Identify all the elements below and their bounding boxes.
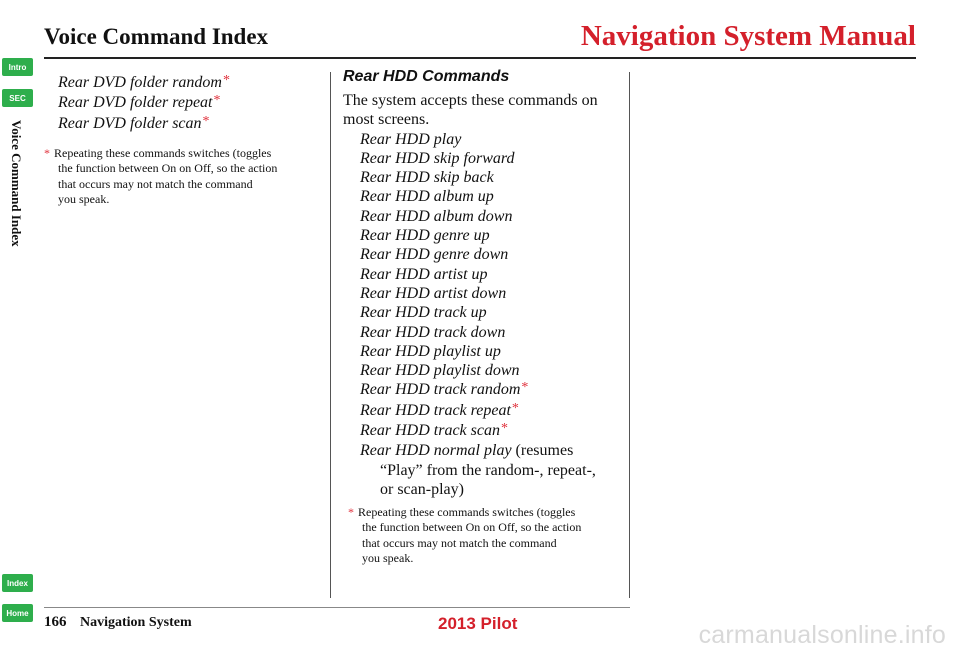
footnote-line: you speak. bbox=[58, 191, 110, 206]
command-item[interactable] bbox=[360, 130, 598, 149]
index-button[interactable]: Index bbox=[2, 574, 33, 592]
asterisk-icon: * bbox=[222, 73, 230, 88]
intro-line: The system accepts these commands on bbox=[343, 92, 598, 109]
command-item[interactable] bbox=[58, 93, 230, 113]
section-intro bbox=[343, 91, 598, 130]
command-item[interactable] bbox=[360, 207, 598, 226]
asterisk-icon: * bbox=[521, 380, 529, 396]
manual-title: Navigation System Manual bbox=[580, 20, 916, 52]
asterisk-icon: * bbox=[500, 421, 508, 437]
command-item[interactable] bbox=[58, 73, 230, 93]
footnote-line: the function between On on Off, so the action bbox=[58, 161, 278, 176]
page-header-title: Voice Command Index bbox=[44, 24, 269, 49]
command-note: or scan-play) bbox=[380, 480, 464, 498]
command-text: Rear HDD album up bbox=[360, 188, 494, 206]
footnote-asterisk-icon: * bbox=[44, 146, 50, 160]
sec-button[interactable]: SEC bbox=[2, 89, 33, 107]
command-item[interactable] bbox=[360, 226, 598, 245]
footnote-line: that occurs may not match the command bbox=[58, 176, 253, 191]
command-text: Rear HDD artist up bbox=[360, 265, 488, 283]
header-divider bbox=[44, 57, 916, 59]
model-tag: 2013 Pilot bbox=[438, 614, 518, 633]
command-item[interactable] bbox=[360, 187, 598, 206]
command-text: Rear HDD playlist up bbox=[360, 342, 501, 360]
footer-label: Navigation System bbox=[80, 615, 192, 630]
command-item[interactable] bbox=[360, 265, 598, 284]
column-divider-right bbox=[629, 72, 630, 598]
asterisk-icon: * bbox=[511, 400, 519, 416]
command-text: Rear HDD genre down bbox=[360, 246, 509, 264]
command-item[interactable] bbox=[360, 168, 598, 187]
command-text: Rear DVD folder scan bbox=[58, 114, 202, 132]
command-text: Rear HDD normal play bbox=[360, 442, 512, 460]
command-text: Rear HDD genre up bbox=[360, 227, 490, 245]
command-text: Rear DVD folder repeat bbox=[58, 94, 213, 112]
command-text: Rear HDD playlist down bbox=[360, 362, 520, 380]
home-button[interactable]: Home bbox=[2, 604, 33, 622]
command-text: Rear HDD track repeat bbox=[360, 401, 511, 419]
command-item[interactable] bbox=[58, 114, 230, 134]
command-text: Rear HDD skip forward bbox=[360, 149, 515, 167]
command-item[interactable] bbox=[360, 380, 598, 400]
command-item[interactable] bbox=[360, 361, 598, 380]
footer-divider bbox=[44, 607, 630, 608]
command-text: Rear HDD track down bbox=[360, 323, 506, 341]
command-item[interactable] bbox=[360, 421, 598, 441]
asterisk-icon: * bbox=[202, 113, 210, 129]
left-footnote bbox=[44, 146, 277, 207]
intro-button[interactable]: Intro bbox=[2, 58, 33, 76]
footnote-line: the function between On on Off, so the action bbox=[362, 520, 582, 535]
right-footnote bbox=[348, 505, 581, 566]
hdd-command-list bbox=[360, 130, 598, 500]
footnote-line: Repeating these commands switches (toggles bbox=[358, 505, 576, 519]
command-item[interactable] bbox=[360, 441, 598, 499]
sidebar-section-label: Voice Command Index bbox=[9, 120, 24, 247]
left-column bbox=[58, 73, 230, 134]
command-text: Rear HDD track scan bbox=[360, 422, 500, 440]
footnote-line: Repeating these commands switches (toggles bbox=[54, 146, 272, 160]
command-item[interactable] bbox=[360, 342, 598, 361]
intro-line: most screens. bbox=[343, 111, 430, 129]
command-text: Rear HDD skip back bbox=[360, 169, 494, 187]
command-item[interactable] bbox=[360, 245, 598, 264]
command-text: Rear HDD track random bbox=[360, 381, 521, 399]
command-item[interactable] bbox=[360, 284, 598, 303]
command-text: Rear HDD artist down bbox=[360, 284, 507, 302]
footnote-line: you speak. bbox=[362, 550, 414, 565]
watermark: carmanualsonline.info bbox=[698, 621, 946, 649]
page-number: 166 bbox=[44, 614, 67, 630]
right-column bbox=[343, 68, 598, 499]
footnote-asterisk-icon: * bbox=[348, 505, 354, 519]
command-text: Rear HDD track up bbox=[360, 304, 487, 322]
command-note: (resumes bbox=[511, 442, 574, 460]
command-item[interactable] bbox=[360, 303, 598, 322]
section-heading: Rear HDD Commands bbox=[343, 68, 510, 85]
command-text: Rear HDD play bbox=[360, 130, 462, 148]
command-item[interactable] bbox=[360, 323, 598, 342]
command-item[interactable] bbox=[360, 401, 598, 421]
column-divider-left bbox=[330, 72, 331, 598]
command-item[interactable] bbox=[360, 149, 598, 168]
command-text: Rear HDD album down bbox=[360, 207, 513, 225]
footnote-line: that occurs may not match the command bbox=[362, 535, 557, 550]
command-text: Rear DVD folder random bbox=[58, 74, 222, 91]
command-note: “Play” from the random-, repeat-, bbox=[380, 461, 596, 479]
asterisk-icon: * bbox=[213, 93, 221, 109]
